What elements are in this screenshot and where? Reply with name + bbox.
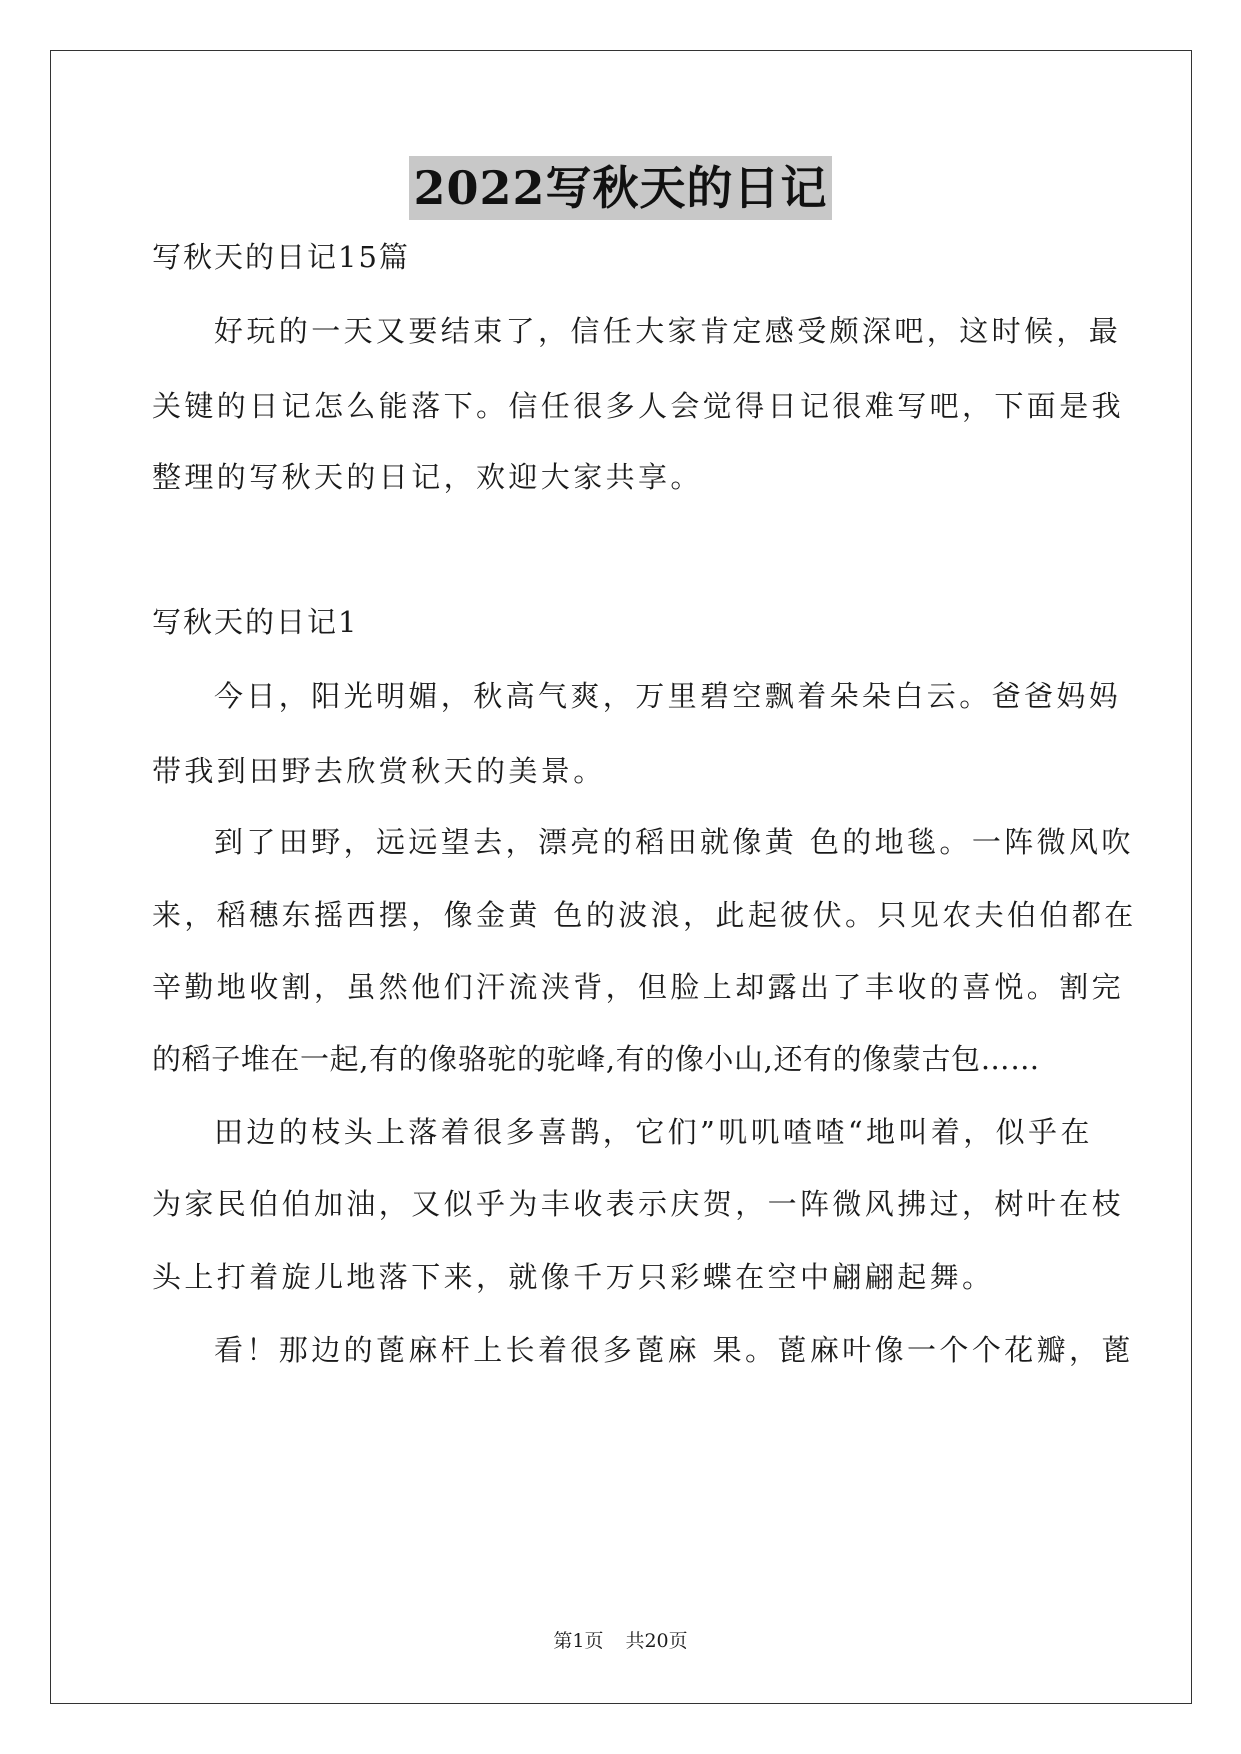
page-border xyxy=(50,50,1192,1704)
page-number: 第1页 xyxy=(553,1630,604,1652)
section-heading: 写秋天的日记1 xyxy=(152,605,359,639)
page-footer xyxy=(0,1628,1241,1654)
paragraph3-line-3: 头上打着旋儿地落下来，就像千万只彩蝶在空中翩翩起舞。 xyxy=(152,1260,995,1294)
page-total: 共20页 xyxy=(625,1630,688,1652)
paragraph2-line-1: 到了田野，远远望去，漂亮的稻田就像黄 色的地毯。一阵微风吹 xyxy=(214,825,1134,859)
paragraph2-line-4: 的稻子堆在一起,有的像骆驼的驼峰,有的像小山,还有的像蒙古包…… xyxy=(152,1042,1040,1076)
paragraph1-line-2: 带我到田野去欣赏秋天的美景。 xyxy=(152,754,606,788)
intro-line-2: 关键的日记怎么能落下。信任很多人会觉得日记很难写吧，下面是我 xyxy=(152,389,1125,423)
paragraph2-line-2: 来，稻穗东摇西摆，像金黄 色的波浪，此起彼伏。只见农夫伯伯都在 xyxy=(152,898,1137,932)
document-subtitle: 写秋天的日记15篇 xyxy=(152,240,410,274)
intro-line-1: 好玩的一天又要结束了，信任大家肯定感受颇深吧，这时候，最 xyxy=(214,314,1122,348)
paragraph1-line-1: 今日，阳光明媚，秋高气爽，万里碧空飘着朵朵白云。爸爸妈妈 xyxy=(214,679,1122,713)
document-title: 2022写秋天的日记 xyxy=(409,156,831,220)
paragraph3-line-1: 田边的枝头上落着很多喜鹊，它们”叽叽喳喳“地叫着，似乎在 xyxy=(214,1115,1093,1149)
intro-line-3: 整理的写秋天的日记，欢迎大家共享。 xyxy=(152,460,703,494)
paragraph4-line-1: 看！那边的蓖麻杆上长着很多蓖麻 果。蓖麻叶像一个个花瓣，蓖 xyxy=(214,1333,1134,1367)
paragraph3-line-2: 为家民伯伯加油，又似乎为丰收表示庆贺，一阵微风拂过，树叶在枝 xyxy=(152,1187,1125,1221)
paragraph2-line-3: 辛勤地收割，虽然他们汗流浃背，但脸上却露出了丰收的喜悦。割完 xyxy=(152,970,1125,1004)
title-container xyxy=(0,156,1241,220)
